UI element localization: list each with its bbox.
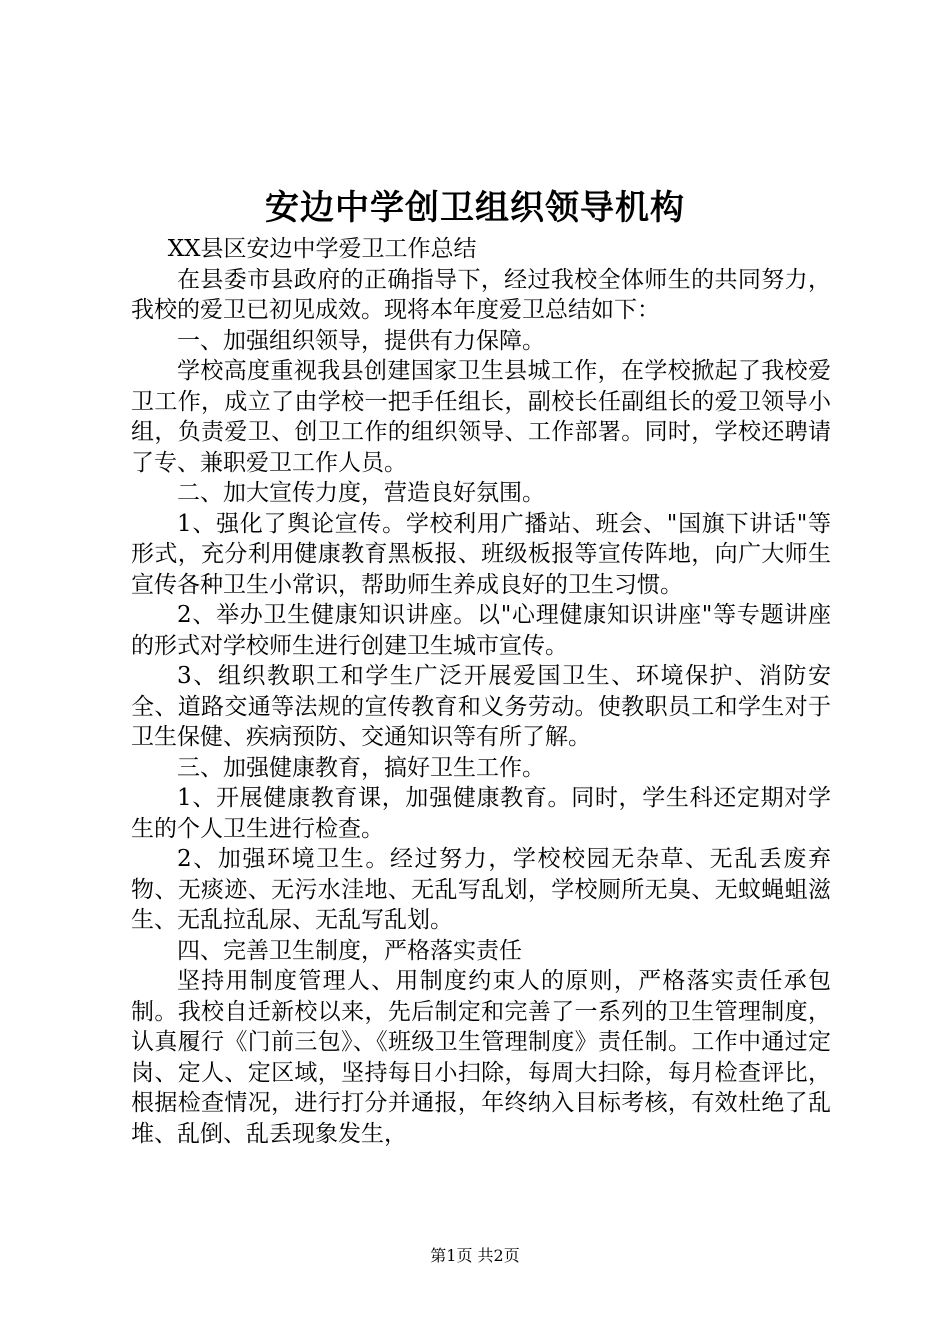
section-heading: 二、加大宣传力度，营造良好氛围。 bbox=[177, 480, 545, 506]
document-body bbox=[131, 234, 831, 1149]
body-paragraph: 学校高度重视我县创建国家卫生县城工作，在学校掀起了我校爱卫工作，成立了由学校一把手任组长，副校长任副组长的爱卫领导小组，负责爱卫、创卫工作的组织领导、工作部署。同时，学校还聘请了专、兼职爱卫工作人员。 bbox=[131, 358, 831, 476]
page-footer: 第1页 共2页 bbox=[430, 1246, 520, 1265]
body-paragraph: 3、组织教职工和学生广泛开展爱国卫生、环境保护、消防安全、道路交通等法规的宣传教育和义务劳动。使教职员工和学生对于卫生保健、疾病预防、交通知识等有所了解。 bbox=[131, 663, 831, 750]
body-paragraph: 1、开展健康教育课，加强健康教育。同时，学生科还定期对学生的个人卫生进行检查。 bbox=[131, 785, 831, 842]
section-heading: 四、完善卫生制度，严格落实责任 bbox=[177, 937, 522, 964]
subtitle-paragraph: XX县区安边中学爱卫工作总结 bbox=[167, 236, 477, 262]
body-paragraph: 在县委市县政府的正确指导下，经过我校全体师生的共同努力，我校的爱卫已初见成效。现将本年度爱卫总结如下： bbox=[131, 266, 831, 323]
body-paragraph: 2、加强环境卫生。经过努力，学校校园无杂草、无乱丢废弃物、无痰迹、无污水洼地、无乱写乱划，学校厕所无臭、无蚊蝇蛆滋生、无乱拉乱尿、无乱写乱划。 bbox=[131, 846, 831, 933]
document-title: 安边中学创卫组织领导机构 bbox=[265, 188, 685, 228]
section-heading: 一、加强组织领导，提供有力保障。 bbox=[177, 327, 545, 354]
body-paragraph: 坚持用制度管理人、用制度约束人的原则，严格落实责任承包制。我校自迁新校以来，先后制定和完善了一系列的卫生管理制度，认真履行《门前三包》、《班级卫生管理制度》责任制。工作中通过定岗、定人、定区域，坚持每日小扫除，每周大扫除，每月检查评比，根据检查情况，进行打分并通报，年终纳入目标考核，有效杜绝了乱堆、乱倒、乱丢现象发生， bbox=[131, 968, 831, 1147]
body-paragraph: 1、强化了舆论宣传。学校利用广播站、班会、"国旗下讲话"等形式，充分利用健康教育黑板报、班级板报等宣传阵地，向广大师生宣传各种卫生小常识，帮助师生养成良好的卫生习惯。 bbox=[131, 510, 831, 598]
section-heading: 三、加强健康教育，搞好卫生工作。 bbox=[177, 754, 545, 781]
body-paragraph: 2、举办卫生健康知识讲座。以"心理健康知识讲座"等专题讲座的形式对学校师生进行创建卫生城市宣传。 bbox=[131, 602, 831, 659]
